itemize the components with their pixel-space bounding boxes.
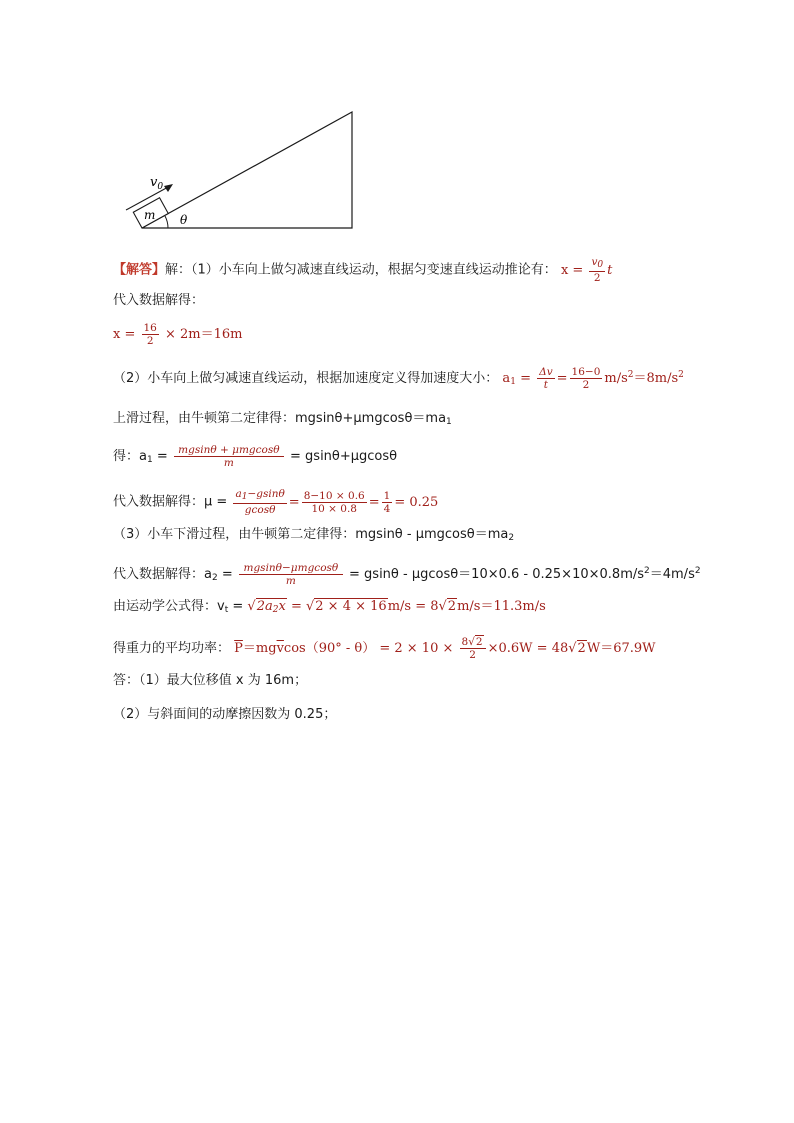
line7-frac1 <box>233 488 286 516</box>
line11-v: $\overline{v}$ <box>276 641 284 656</box>
solution-line-11 <box>113 636 656 661</box>
line10-tail: m/s = 8 <box>387 599 439 614</box>
line4-eq: = <box>520 371 531 386</box>
line6-tail: = gsinθ+μgcosθ <box>290 449 398 464</box>
line9-formula <box>237 562 349 587</box>
line1-num-sub: 0 <box>597 260 604 270</box>
line7-f3-den: 4 <box>383 502 391 515</box>
line1-num: v <box>591 256 598 268</box>
line10-eq2: = <box>286 599 306 614</box>
line7-frac3 <box>382 490 393 515</box>
solution-line-7 <box>113 488 438 516</box>
line7-tail: = 0.25 <box>394 494 439 510</box>
line1-den: 2 <box>593 272 601 284</box>
line6-formula <box>172 444 290 469</box>
solution-line-2: 代入数据解得： <box>113 293 205 308</box>
line10-root3: 2 <box>447 599 457 614</box>
line11-tail2: W＝67.9W <box>586 641 656 656</box>
line4-lhs: a <box>502 371 511 386</box>
line11-num-r: 2 <box>475 636 483 648</box>
line7-text: 代入数据解得：μ = <box>113 494 228 510</box>
line9-tail-sup: 2 <box>644 566 650 576</box>
solution-line-9 <box>113 562 701 587</box>
incline-diagram <box>112 100 372 235</box>
line11-text: 得重力的平均功率： <box>113 641 231 656</box>
line6-text: 得：a <box>113 449 147 464</box>
line11-a: ＝mg <box>242 641 277 656</box>
line11-fraction: $\frac{8√2}{2}$ <box>460 636 486 661</box>
line11-den: 2 <box>469 649 476 661</box>
line7-eq2: = <box>368 494 380 510</box>
solution-line-5 <box>113 410 452 431</box>
line1-formula <box>560 256 613 284</box>
line10-r1-sub: 2 <box>272 605 279 615</box>
line7-f1-den: gcosθ <box>244 504 276 516</box>
mass-label: m <box>144 208 156 222</box>
line4-tail: m/s <box>604 371 628 386</box>
v0-label: $v_0$ <box>150 175 164 192</box>
line1-lhs: x = <box>560 262 584 278</box>
line4-tail2-sup: 2 <box>678 370 684 380</box>
solution-line-1 <box>113 256 612 284</box>
angle-arc <box>165 216 168 228</box>
line1-tail: t <box>607 262 613 278</box>
line10-text: 由运动学公式得：v <box>113 599 225 614</box>
line9-sub: 2 <box>211 573 218 583</box>
line11-formula: $\overline{P}=mg\overline{v}\cos(90^\circ - \theta) = 2 \times 10$ × $\frac{8√2}{2}$ ×0.6W = 48√2W＝67.9W <box>234 636 656 661</box>
line1-fraction <box>589 256 605 284</box>
line10-root2: 2 × 4 × 16 <box>315 599 387 614</box>
line9-num: mgsinθ−μmgcosθ <box>239 562 343 575</box>
line4-frac2 <box>570 366 603 391</box>
line7-eq: = <box>288 494 300 510</box>
line4-tail2: ＝8m/s <box>633 371 679 386</box>
line7-f2-num: 8−10 × 0.6 <box>303 489 365 502</box>
line9-fraction <box>239 562 343 587</box>
line7-f1-num-b: −gsinθ <box>247 488 285 500</box>
line4-formula <box>502 366 684 391</box>
angle-label: θ <box>180 213 188 227</box>
line8-sub: 2 <box>508 533 515 543</box>
line9-tail2-sup: 2 <box>694 566 701 576</box>
answer-tag: 【解答】 <box>113 262 166 278</box>
line3-lhs: x = <box>113 327 136 342</box>
line6-den: m <box>223 457 234 469</box>
line10-root1 <box>256 598 287 614</box>
line10-formula: $√2a_2x = √2 \times 4 \times 16m/s = 8√2m/s=11.3m/s$ <box>247 599 546 615</box>
line7-f1-num-sub: 1 <box>241 492 248 502</box>
incline-triangle <box>142 112 352 228</box>
line4-f1-num: Δv <box>539 366 553 378</box>
line10-sub: t <box>224 605 229 615</box>
line10-r1: 2a <box>256 599 273 614</box>
line3-den: 2 <box>146 335 154 347</box>
line9-den: m <box>285 575 296 587</box>
line9-text: 代入数据解得：a <box>113 567 212 582</box>
line11-tail: ×0.6W = 48 <box>487 641 569 656</box>
arrow-head-icon <box>164 184 173 192</box>
line6-fraction <box>174 444 284 469</box>
line6-eq: = <box>152 449 168 464</box>
line7-frac2 <box>302 490 367 515</box>
solution-line-12: 答：（1）最大位移值 x 为 16m； <box>113 673 308 688</box>
line1-text: 解：（1）小车向上做匀减速直线运动，根据匀变速直线运动推论有： <box>165 262 557 278</box>
line4-f2-num: 16−0 <box>571 366 601 378</box>
line9-eq: = <box>217 567 233 582</box>
line8-text: （3）小车下滑过程，由牛顿第二定律得：mgsinθ - μmgcosθ＝ma <box>113 527 509 542</box>
line4-frac1 <box>537 366 555 391</box>
solution-line-4 <box>113 366 684 391</box>
solution-line-13: （2）与斜面间的动摩擦因数为 0.25； <box>113 707 337 722</box>
line10-r1-b: x <box>278 599 286 614</box>
line4-f1-den: t <box>543 379 548 391</box>
line4-tail-sup: 2 <box>627 370 634 380</box>
line11-r: 2 <box>577 641 586 656</box>
line11-p: $\overline{P}$ <box>234 641 243 656</box>
line10-eq: = <box>228 599 248 614</box>
line3-num: 16 <box>143 322 157 334</box>
line7-f1-num-a: a <box>235 488 242 500</box>
solution-line-10 <box>113 598 546 619</box>
solution-line-3 <box>113 322 243 347</box>
solution-line-8 <box>113 526 514 547</box>
line9-tail: = gsinθ - μgcosθ＝10×0.6 - 0.25×10×0.8m/s <box>349 567 645 582</box>
line4-f2-den: 2 <box>582 379 590 391</box>
line7-f3-num: 1 <box>383 489 391 502</box>
line10-tail2: m/s＝11.3m/s <box>457 599 546 614</box>
line5-text: 上滑过程，由牛顿第二定律得：mgsinθ+μmgcosθ＝ma <box>113 411 447 426</box>
line11-num-a: 8 <box>461 636 469 648</box>
line3-tail: × 2m＝16m <box>165 327 243 342</box>
line9-tail2: ＝4m/s <box>649 567 695 582</box>
line3-fraction <box>142 322 159 347</box>
line6-sub: 1 <box>146 455 153 465</box>
line4-lhs-sub: 1 <box>510 377 516 387</box>
line11-b: cos（90° - θ） = 2 × 10 × <box>283 641 454 656</box>
line5-sub: 1 <box>446 417 452 427</box>
line6-num: mgsinθ + μmgcosθ <box>174 444 284 457</box>
line4-text: （2）小车向上做匀减速直线运动，根据加速度定义得加速度大小： <box>113 371 499 386</box>
line7-f2-den: 10 × 0.8 <box>311 502 357 515</box>
solution-line-6 <box>113 444 397 469</box>
line4-eq2: = <box>556 371 568 386</box>
